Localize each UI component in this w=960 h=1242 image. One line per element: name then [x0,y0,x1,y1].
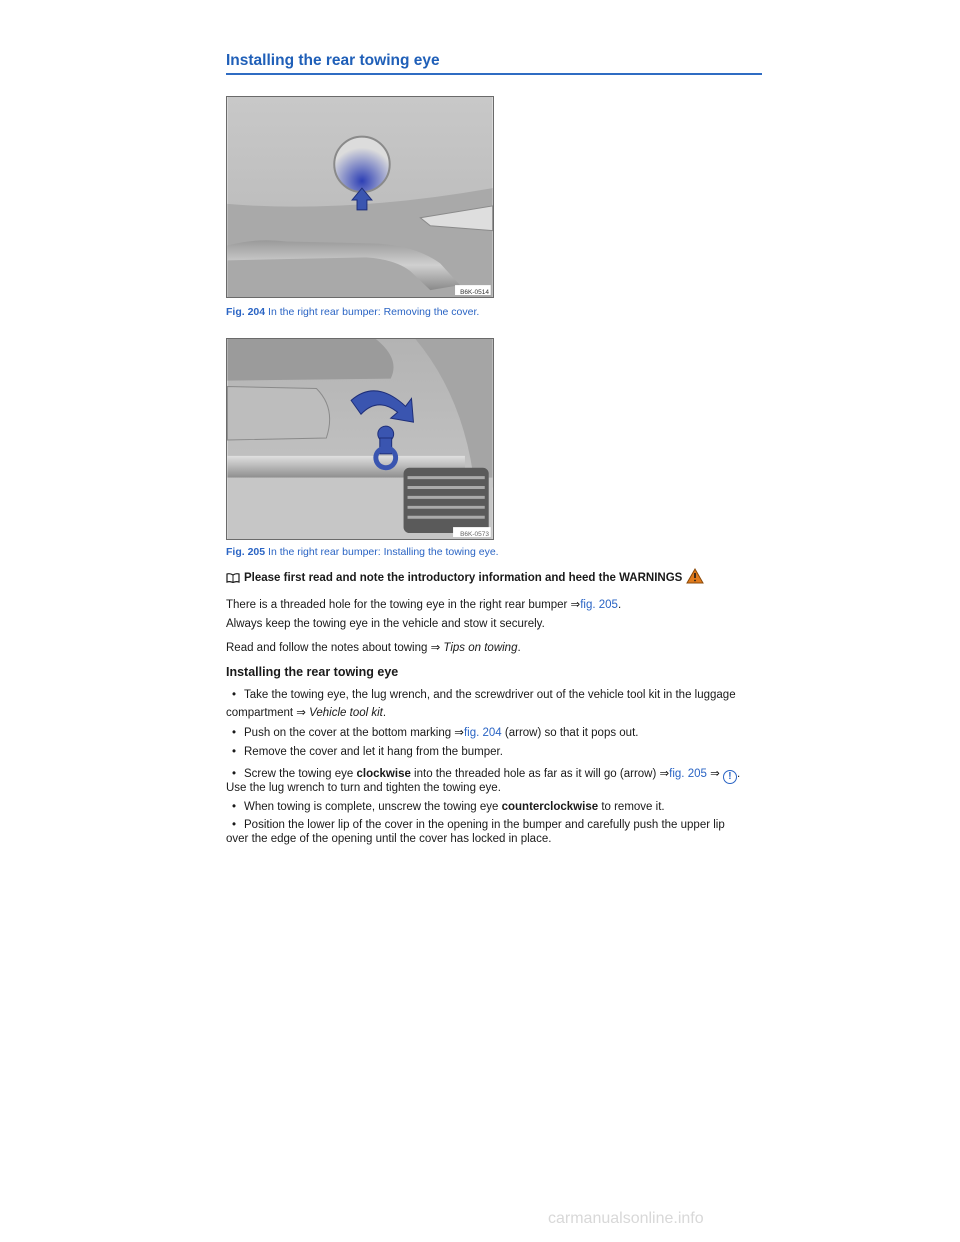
figure-205-caption-text: In the right rear bumper: Installing the towing eye. [265,546,499,558]
step-2 [226,726,766,740]
bullet-icon: • [232,689,237,701]
link-fig-205[interactable]: fig. 205 [580,599,618,611]
link-fig-204[interactable]: fig. 204 [463,727,502,739]
step-1 [226,688,766,702]
step-4-dot: . [736,768,741,780]
footer-watermark: carmanualsonline.info [548,1210,704,1227]
step-3-text: Remove the cover and let it hang from the bumper. [244,746,503,758]
step-5-end: to remove it. [598,801,665,813]
caution-icon[interactable]: ! [723,770,737,784]
step-5 [226,800,766,814]
paragraph-towing-notes-end: . [517,642,521,654]
bullet-icon: • [232,746,237,758]
step-3 [226,745,766,759]
bullet-icon: • [232,801,237,813]
step-5-text: When towing is complete, unscrew the towing eye [244,801,502,813]
paragraph-towing-notes [226,641,766,655]
step-1-line1: Take the towing eye, the lug wrench, and the screwdriver out of the vehicle tool kit in the luggage [244,689,736,701]
figure-205-label: B6K-0573 [460,531,489,538]
step-1-end: . [382,707,387,719]
link-vehicle-tool-kit[interactable]: Vehicle tool kit [309,707,383,719]
step-6-line1: Position the lower lip of the cover in the opening in the bumper and carefully push the upper lip [244,819,725,831]
page-title: Installing the rear towing eye [226,52,762,75]
step-5-counterclockwise: counterclockwise [501,801,599,813]
step-1-cont [226,706,766,720]
figure-204-number: Fig. 204 [226,306,266,318]
link-fig-205-step[interactable]: fig. 205 [669,768,707,780]
figure-205-caption [226,546,499,558]
step-4-text: Screw the towing eye [244,768,357,780]
figure-204-image [226,96,494,298]
step-4-cont: Use the lug wrench to turn and tighten the towing eye. [226,782,501,794]
figure-204-label: B6K-0514 [460,289,489,296]
step-1-line2: compartment ⇒ [226,707,310,719]
link-tips-on-towing[interactable]: Tips on towing [443,642,518,654]
bullet-icon: • [232,768,237,780]
step-2-end: (arrow) so that it pops out. [501,727,639,739]
paragraph-threaded-hole-end: . [617,599,622,611]
step-4-arrow: ⇒ [706,768,720,780]
paragraph-threaded-hole-text: There is a threaded hole for the towing eye in the right rear bumper ⇒ [226,599,581,611]
figure-205-number: Fig. 205 [226,546,266,558]
warning-icon[interactable] [686,568,704,587]
paragraph-threaded-hole [226,598,766,612]
step-4-mid: into the threaded hole as far as it will go (arrow) ⇒ [410,768,670,780]
book-icon [226,573,240,583]
intro-line [226,568,704,587]
figure-205-image [226,338,494,540]
step-6 [226,818,766,832]
intro-text: Please first read and note the introductory information and heed the WARNINGS [244,571,683,584]
bullet-icon: • [232,819,237,831]
paragraph-keep-eye: Always keep the towing eye in the vehicle and stow it securely. [226,618,545,630]
figure-204-caption-text: In the right rear bumper: Removing the cover. [265,306,480,318]
bullet-icon: • [232,727,237,739]
step-2-text: Push on the cover at the bottom marking ⇒ [244,727,464,739]
step-6-cont: over the edge of the opening until the cover has locked in place. [226,833,552,845]
figure-204-caption [226,306,479,318]
subheading: Installing the rear towing eye [226,665,399,679]
step-4-clockwise: clockwise [356,768,411,780]
paragraph-towing-notes-text: Read and follow the notes about towing ⇒ [226,642,444,654]
